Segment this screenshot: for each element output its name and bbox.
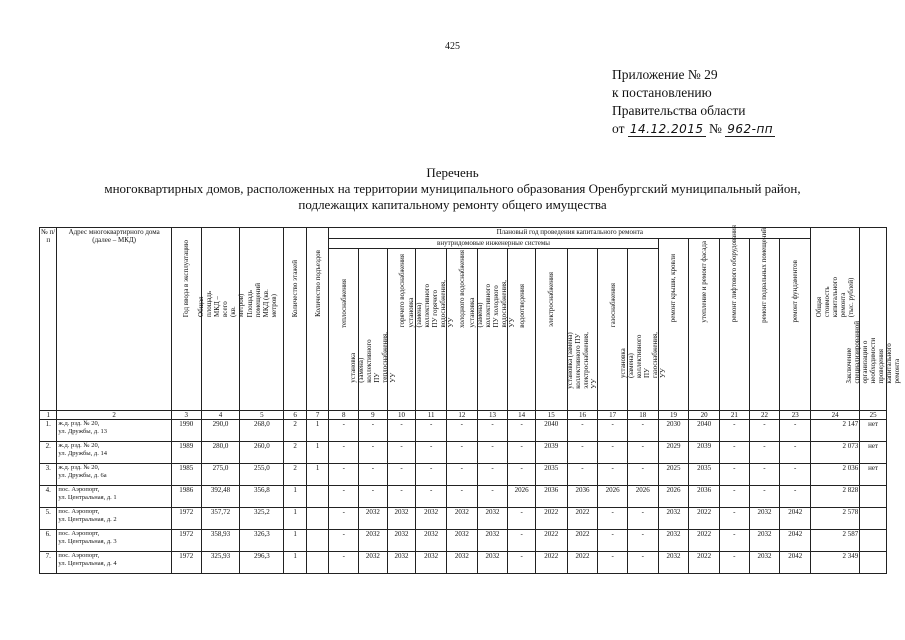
handwritten-date: 14.12.2015 [629, 122, 704, 136]
row-address [57, 420, 172, 442]
row-address [57, 442, 172, 464]
table-row [40, 442, 887, 464]
row-cell: 2036 [689, 486, 720, 508]
address-line1: ж.д. рзд. № 20, [58, 442, 100, 449]
row-cell: - [598, 464, 628, 486]
row-address [57, 508, 172, 530]
row-cell: 2025 [658, 464, 689, 486]
row-cell: 2036 [535, 486, 567, 508]
row-cell: 2042 [780, 530, 811, 552]
row-cell: 2040 [689, 420, 720, 442]
row-cell: - [719, 420, 749, 442]
row-cell: 2 [284, 464, 307, 486]
address-line1: ж.д. рзд. № 20, [58, 420, 100, 427]
row-cell: - [508, 442, 536, 464]
row-cell: 1 [306, 464, 329, 486]
row-cell: - [508, 508, 536, 530]
appendix-line3: Правительства области [612, 103, 746, 118]
row-cell: - [329, 442, 359, 464]
row-cell [306, 508, 329, 530]
row-cell: - [387, 486, 416, 508]
row-cell: - [416, 442, 447, 464]
header-internal-systems: внутридомовые инженерные системы [329, 239, 658, 249]
row-cell [860, 530, 887, 552]
row-cell: - [446, 486, 477, 508]
row-number: 4. [40, 486, 57, 508]
header-planned-year: Плановый год проведения капитального ремонта [329, 228, 811, 239]
header-conclusion: Заключение специализированной организации о необходимости проведения капитального ремонта [860, 228, 887, 411]
appendix-date-line [612, 120, 775, 138]
address-line2: ул. Центральная, д. 3 [58, 538, 117, 545]
header-floors: Количество этажей [284, 228, 307, 411]
row-cell [860, 486, 887, 508]
table-row [40, 486, 887, 508]
row-cell [860, 552, 887, 574]
row-cell [860, 508, 887, 530]
row-cell: - [780, 464, 811, 486]
row-cell: - [387, 464, 416, 486]
header-address: Адрес многоквартирного дома (далее – МКД) [57, 228, 172, 411]
title-line3: подлежащих капитальному ремонту общего имущества [298, 197, 607, 212]
table-row [40, 508, 887, 530]
row-address [57, 530, 172, 552]
column-number: 11 [416, 411, 447, 420]
row-cell: - [780, 486, 811, 508]
row-cell: 290,0 [201, 420, 240, 442]
column-number: 16 [567, 411, 598, 420]
header-electricity: электроснабжения [535, 249, 567, 411]
row-cell: - [508, 530, 536, 552]
table-row [40, 464, 887, 486]
column-number: 19 [658, 411, 689, 420]
column-number: 23 [780, 411, 811, 420]
column-number: 24 [811, 411, 860, 420]
row-cell: 2042 [780, 508, 811, 530]
column-number: 21 [719, 411, 749, 420]
row-cell: - [749, 442, 780, 464]
column-number: 7 [306, 411, 329, 420]
header-num: № п/п [40, 228, 57, 411]
row-cell: - [598, 508, 628, 530]
row-cell: 2032 [446, 552, 477, 574]
row-cell: 2032 [416, 508, 447, 530]
row-cell: 2 [284, 442, 307, 464]
row-cell: - [719, 464, 749, 486]
table-row [40, 420, 887, 442]
row-cell: 2032 [658, 530, 689, 552]
row-cell: - [329, 464, 359, 486]
header-sewerage: водоотведения [508, 249, 536, 411]
row-cell: 2 349 [811, 552, 860, 574]
row-cell: 2 828 [811, 486, 860, 508]
row-address [57, 464, 172, 486]
row-cell: - [359, 486, 388, 508]
row-cell: нет [860, 442, 887, 464]
column-number: 13 [477, 411, 508, 420]
column-number: 5 [240, 411, 284, 420]
row-cell: 2032 [749, 508, 780, 530]
row-cell: 1972 [171, 530, 201, 552]
document-title [0, 165, 905, 213]
row-cell: 2032 [359, 552, 388, 574]
row-cell: 358,93 [201, 530, 240, 552]
row-cell: - [719, 552, 749, 574]
row-cell [306, 486, 329, 508]
header-hot-water: горячего водоснабжения [387, 249, 416, 411]
row-cell: - [477, 486, 508, 508]
row-cell: 2022 [535, 530, 567, 552]
row-cell: 1 [306, 420, 329, 442]
row-cell: 2 [284, 420, 307, 442]
address-line2: ул. Центральная, д. 4 [58, 560, 117, 567]
row-cell: 2032 [658, 508, 689, 530]
row-cell: 2040 [535, 420, 567, 442]
row-cell: - [446, 420, 477, 442]
row-cell: - [329, 508, 359, 530]
address-line1: пос. Аэропорт, [58, 530, 100, 537]
column-number: 2 [57, 411, 172, 420]
row-cell: 2032 [749, 552, 780, 574]
header-cold-water: холодного водоснабжения [446, 249, 477, 411]
row-cell: 2030 [658, 420, 689, 442]
header-total-area: Общая площадь МКД – всего (кв. метров) [201, 228, 240, 411]
column-number: 22 [749, 411, 780, 420]
address-line2: ул. Центральная, д. 2 [58, 516, 117, 523]
address-line1: пос. Аэропорт, [58, 486, 100, 493]
row-number: 6. [40, 530, 57, 552]
header-heat-meter: установка (замена) коллективного ПУ теплоснабжения, УУ [359, 249, 388, 411]
appendix-line2: к постановлению [612, 85, 712, 100]
row-cell [306, 552, 329, 574]
column-number: 1 [40, 411, 57, 420]
row-cell: - [719, 486, 749, 508]
row-cell: 325,93 [201, 552, 240, 574]
column-number: 4 [201, 411, 240, 420]
column-number: 20 [689, 411, 720, 420]
header-premises-area: Площадь помещений МКД (кв. метров) [240, 228, 284, 411]
column-number: 17 [598, 411, 628, 420]
row-cell: 2032 [446, 530, 477, 552]
date-prefix: от [612, 121, 625, 136]
header-total-cost: Общая стоимость капитального ремонта (тыс. рублей) [811, 228, 860, 411]
row-cell: 2 147 [811, 420, 860, 442]
row-address [57, 552, 172, 574]
row-cell: - [329, 420, 359, 442]
repair-table [39, 225, 902, 574]
row-cell: 2026 [627, 486, 658, 508]
row-cell: 268,0 [240, 420, 284, 442]
row-cell: 296,3 [240, 552, 284, 574]
address-line1: ж.д. рзд. № 20, [58, 464, 100, 471]
row-cell: 2032 [387, 552, 416, 574]
row-cell: 1985 [171, 464, 201, 486]
title-line2: многоквартирных домов, расположенных на территории муниципального образования Оренбургский муниципальный район, [104, 181, 801, 196]
row-cell: - [719, 508, 749, 530]
row-cell: - [416, 486, 447, 508]
row-cell: 2036 [567, 486, 598, 508]
row-cell: - [477, 464, 508, 486]
row-cell: нет [860, 420, 887, 442]
row-cell: - [477, 442, 508, 464]
row-cell: - [446, 442, 477, 464]
row-cell: 2032 [387, 508, 416, 530]
row-cell: 1 [284, 486, 307, 508]
row-cell: 2032 [749, 530, 780, 552]
row-number: 2. [40, 442, 57, 464]
column-number: 3 [171, 411, 201, 420]
row-cell: - [446, 464, 477, 486]
header-electricity-meter: установка (замена) коллективного ПУ электроснабжения, УУ [567, 249, 598, 411]
row-cell: - [627, 442, 658, 464]
header-facade: утепление и ремонт фасада [689, 239, 720, 411]
handwritten-number: 962-пп [727, 122, 774, 136]
row-number: 5. [40, 508, 57, 530]
row-cell: 2032 [387, 530, 416, 552]
row-cell: 2022 [689, 508, 720, 530]
row-cell: - [359, 464, 388, 486]
row-cell: 2042 [780, 552, 811, 574]
address-line1: пос. Аэропорт, [58, 552, 100, 559]
row-cell: - [627, 508, 658, 530]
address-line2: ул. Центральная, д. 1 [58, 494, 117, 501]
row-cell: - [749, 420, 780, 442]
column-number-row [40, 411, 887, 420]
header-heating: теплоснабжения [329, 249, 359, 411]
row-cell: - [329, 552, 359, 574]
row-cell: 325,2 [240, 508, 284, 530]
row-number: 7. [40, 552, 57, 574]
row-cell: - [387, 420, 416, 442]
column-number: 14 [508, 411, 536, 420]
address-line2: ул. Дружбы, д. 6а [58, 472, 107, 479]
address-line2: ул. Дружбы, д. 14 [58, 450, 107, 457]
row-cell: - [416, 464, 447, 486]
row-cell: 2022 [567, 552, 598, 574]
row-cell: 356,8 [240, 486, 284, 508]
address-line2: ул. Дружбы, д. 13 [58, 428, 107, 435]
row-cell: 2039 [535, 442, 567, 464]
row-cell: 2032 [359, 530, 388, 552]
row-cell: - [416, 420, 447, 442]
row-cell: 2029 [658, 442, 689, 464]
page-number: 425 [445, 41, 460, 52]
row-cell: 357,72 [201, 508, 240, 530]
row-cell: 1986 [171, 486, 201, 508]
header-gas: газоснабжения [598, 249, 628, 411]
column-number: 15 [535, 411, 567, 420]
header-cold-water-meter: установка (замена) коллективного ПУ холодного водоснабжения, УУ [477, 249, 508, 411]
header-year-built: Год ввода в эксплуатацию [171, 228, 201, 411]
row-cell: 1 [284, 530, 307, 552]
row-cell: - [598, 420, 628, 442]
row-cell: 392,48 [201, 486, 240, 508]
header-basement: ремонт подвальных помещений [749, 239, 780, 411]
header-gas-meter: установка (замена) коллективного ПУ газоснабжения, УУ [627, 249, 658, 411]
row-cell: 2 578 [811, 508, 860, 530]
column-number: 9 [359, 411, 388, 420]
row-cell: - [387, 442, 416, 464]
row-cell: - [749, 464, 780, 486]
row-cell: - [329, 486, 359, 508]
row-cell: 275,0 [201, 464, 240, 486]
row-cell: - [508, 464, 536, 486]
header-hot-water-meter: установка (замена) коллективного ПУ горячего водоснабжения, УУ [416, 249, 447, 411]
row-cell: 2 036 [811, 464, 860, 486]
column-number: 12 [446, 411, 477, 420]
row-cell: - [477, 420, 508, 442]
address-line1: пос. Аэропорт, [58, 508, 100, 515]
row-cell: - [627, 530, 658, 552]
header-entrances: Количество подъездов [306, 228, 329, 411]
row-cell: 2 587 [811, 530, 860, 552]
column-number: 25 [860, 411, 887, 420]
column-number: 18 [627, 411, 658, 420]
row-cell: 2032 [359, 508, 388, 530]
row-address [57, 486, 172, 508]
row-cell: 2032 [477, 530, 508, 552]
row-cell: 2022 [689, 530, 720, 552]
row-cell: - [719, 442, 749, 464]
row-cell: 1 [284, 552, 307, 574]
row-cell: - [508, 420, 536, 442]
row-cell: 2022 [535, 552, 567, 574]
row-cell: 1 [306, 442, 329, 464]
title-line1: Перечень [426, 165, 479, 180]
row-cell: 2032 [477, 508, 508, 530]
row-cell: 2026 [508, 486, 536, 508]
row-cell: 2032 [416, 552, 447, 574]
row-cell: 1989 [171, 442, 201, 464]
column-number: 8 [329, 411, 359, 420]
row-cell: - [567, 420, 598, 442]
number-prefix: № [708, 121, 722, 136]
row-cell: - [359, 442, 388, 464]
row-cell: - [780, 442, 811, 464]
row-cell: - [598, 552, 628, 574]
row-cell: 1 [284, 508, 307, 530]
row-cell: нет [860, 464, 887, 486]
row-cell: - [598, 530, 628, 552]
column-number: 10 [387, 411, 416, 420]
row-cell: 2035 [689, 464, 720, 486]
row-cell: - [627, 552, 658, 574]
row-cell: 1990 [171, 420, 201, 442]
row-cell: 2026 [658, 486, 689, 508]
row-cell: 2022 [689, 552, 720, 574]
row-cell: - [719, 530, 749, 552]
row-cell: 280,0 [201, 442, 240, 464]
row-cell: - [627, 464, 658, 486]
header-roof: ремонт крыши, кровли [658, 239, 689, 411]
row-cell: - [598, 442, 628, 464]
row-cell: 255,0 [240, 464, 284, 486]
row-cell: - [627, 420, 658, 442]
row-cell [306, 530, 329, 552]
header-elevator: ремонт лифтового оборудования [719, 239, 749, 411]
row-cell: 2039 [689, 442, 720, 464]
row-cell: 2032 [446, 508, 477, 530]
row-cell: 326,3 [240, 530, 284, 552]
row-cell: 2 073 [811, 442, 860, 464]
row-cell: 2032 [477, 552, 508, 574]
row-cell: - [567, 464, 598, 486]
appendix-title: Приложение № 29 [612, 67, 718, 82]
row-cell: - [329, 530, 359, 552]
row-cell: - [508, 552, 536, 574]
row-cell: - [749, 486, 780, 508]
row-number: 1. [40, 420, 57, 442]
row-cell: 2022 [535, 508, 567, 530]
row-cell: 260,0 [240, 442, 284, 464]
row-cell: - [780, 420, 811, 442]
row-cell: 2032 [416, 530, 447, 552]
table-row [40, 530, 887, 552]
column-number: 6 [284, 411, 307, 420]
row-number: 3. [40, 464, 57, 486]
row-cell: 1972 [171, 552, 201, 574]
row-cell: 2026 [598, 486, 628, 508]
header-foundation: ремонт фундаментов [780, 239, 811, 411]
table-row [40, 552, 887, 574]
appendix-block [612, 66, 775, 138]
row-cell: - [567, 442, 598, 464]
row-cell: 2035 [535, 464, 567, 486]
row-cell: 2022 [567, 530, 598, 552]
row-cell: 2022 [567, 508, 598, 530]
row-cell: 1972 [171, 508, 201, 530]
row-cell: 2032 [658, 552, 689, 574]
table-body [40, 420, 887, 574]
row-cell: - [359, 420, 388, 442]
